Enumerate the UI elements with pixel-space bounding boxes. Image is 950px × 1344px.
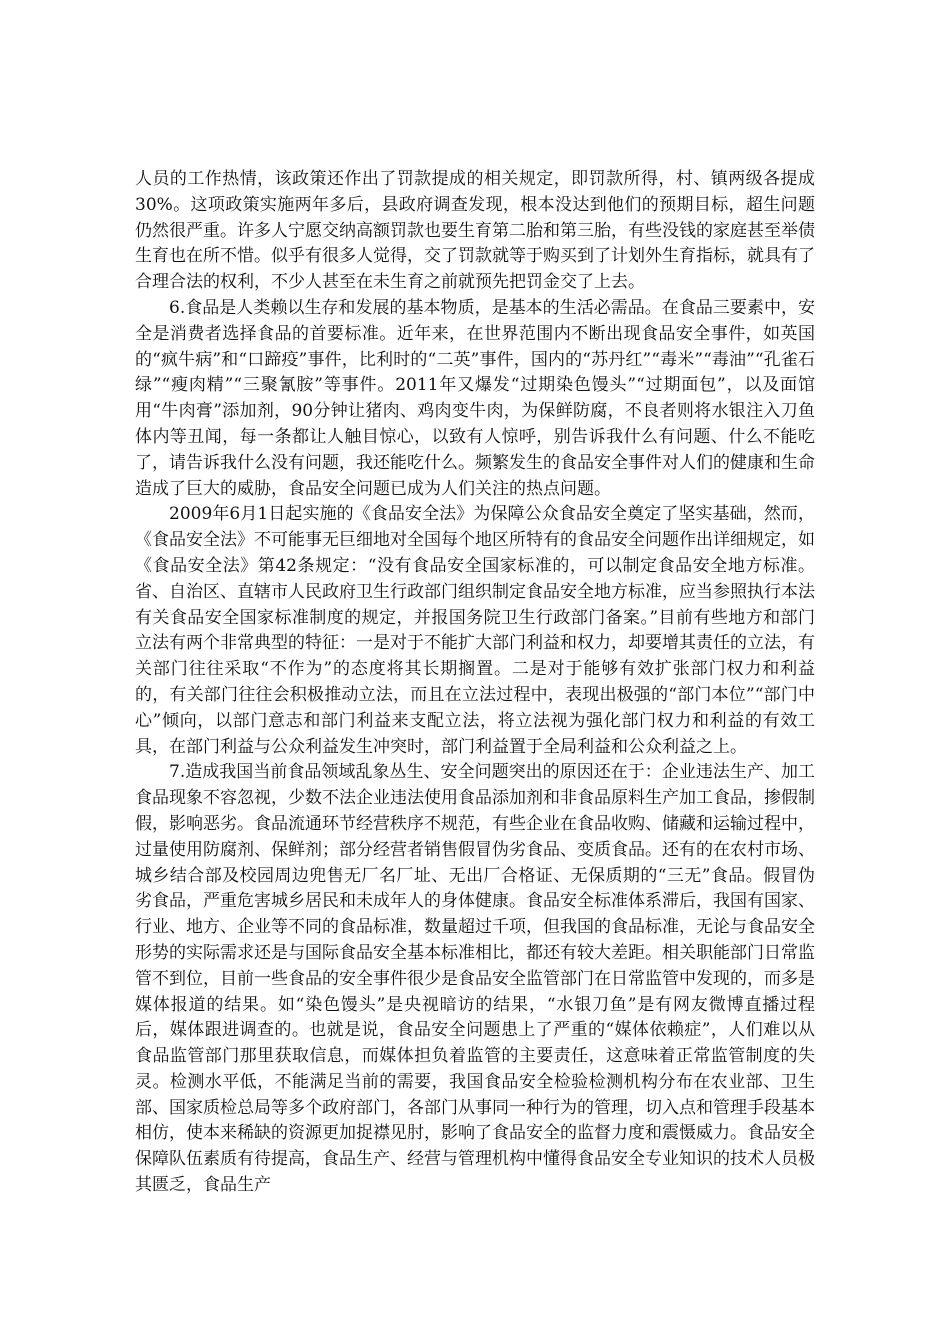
paragraph-continuation: 人员的工作热情，该政策还作出了罚款提成的相关规定，即罚款所得，村、镇两级各提成30%。这项政策实施两年多后，县政府调查发现，根本没达到他们的预期目标，超生问题仍然很严重。许多人宁愿交纳高额罚款也要生育第二胎和第三胎，有些没钱的家庭甚至举债生育也在所不惜。似乎有很多人觉得，交了罚款就等于购买到了计划外生育指标，就具有了合理合法的权利，不少人甚至在未生育之前就预先把罚金交了上去。 [135, 169, 815, 293]
document-body [135, 167, 815, 1199]
paragraph-7: 7.造成我国当前食品领域乱象丛生、安全问题突出的原因还在于：企业违法生产、加工食品现象不容忽视，少数不法企业违法使用食品添加剂和非食品原料生产加工食品，掺假制假，影响恶劣。食品流通环节经营秩序不规范，有些企业在食品收购、储藏和运输过程中，过量使用防腐剂、保鲜剂；部分经营者销售假冒伪劣食品、变质食品。还有的在农村市场、城乡结合部及校园周边兜售无厂名厂址、无出厂合格证、无保质期的“三无”食品。假冒伪劣食品，严重危害城乡居民和未成年人的身体健康。食品安全标准体系滞后，我国有国家、行业、地方、企业等不同的食品标准，数量超过千项，但我国的食品标准，无论与食品安全形势的实际需求还是与国际食品安全基本标准相比，都还有较大差距。相关职能部门日常监管不到位，目前一些食品的安全事件很少是食品安全监管部门在日常监管中发现的，而多是媒体报道的结果。如“染色馒头”是央视暗访的结果，“水银刀鱼”是有网友微博直播过程后，媒体跟进调查的。也就是说，食品安全问题患上了严重的“媒体依赖症”，人们难以从食品监管部门那里获取信息，而媒体担负着监管的主要责任，这意味着正常监管制度的失灵。检测水平低，不能满足当前的需要，我国食品安全检验检测机构分布在农业部、卫生部、国家质检总局等多个政府部门，各部门从事同一种行为的管理，切入点和管理手段基本相仿，使本来稀缺的资源更加捉襟见肘，影响了食品安全的监督力度和震慑威力。食品安全保障队伍素质有待提高，食品生产、经营与管理机构中懂得食品安全专业知识的技术人员极其匮乏，食品生产 [135, 762, 815, 1196]
paragraph-food-safety-law: 2009年6月1日起实施的《食品安全法》为保障公众食品安全奠定了坚实基础，然而，《食品安全法》不可能事无巨细地对全国每个地区所特有的食品安全问题作出详细规定，如《食品安全法》第42条规定：“没有食品安全国家标准的，可以制定食品安全地方标准。省、自治区、直辖市人民政府卫生行政部门组织制定食品安全地方标准，应当参照执行本法有关食品安全国家标准制度的规定，并报国务院卫生行政部门备案。”目前有些地方和部门立法有两个非常典型的特征：一是对于不能扩大部门利益和权力，却要增其责任的立法，有关部门往往采取“不作为”的态度将其长期搁置。二是对于能够有效扩张部门权力和利益的，有关部门往往会积极推动立法，而且在立法过程中，表现出极强的“部门本位”“部门中心”倾向，以部门意志和部门利益来支配立法，将立法视为强化部门权力和利益的有效工具，在部门利益与公众利益发生冲突时，部门利益置于全局利益和公众利益之上。 [135, 504, 815, 757]
paragraph-6: 6.食品是人类赖以生存和发展的基本物质，是基本的生活必需品。在食品三要素中，安全是消费者选择食品的首要标准。近年来，在世界范围内不断出现食品安全事件，如英国的“疯牛病”和“口蹄疫”事件，比利时的“二英”事件，国内的“苏丹红”“毒米”“毒油”“孔雀石绿”“瘦肉精”“三聚氰胺”等事件。2011年又爆发“过期染色馒头”“过期面包”，以及面馆用“牛肉膏”添加剂，90分钟让猪肉、鸡肉变牛肉，为保鲜防腐，不良者则将水银注入刀鱼体内等丑闻，每一条都让人触目惊心，以致有人惊呼，别告诉我什么有问题、什么不能吃了，请告诉我什么没有问题，我还能吃什么。频繁发生的食品安全事件对人们的健康和生命造成了巨大的威胁，食品安全问题已成为人们关注的热点问题。 [135, 297, 815, 499]
